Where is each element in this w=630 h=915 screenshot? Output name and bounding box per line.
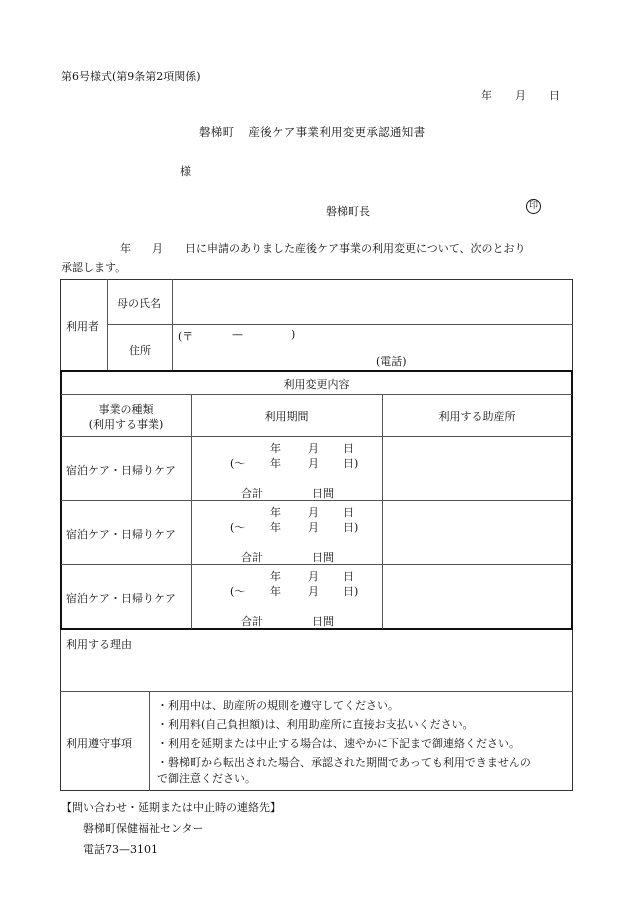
date-month-label: 月	[515, 89, 526, 102]
row-2-to-prefix: (〜	[230, 521, 246, 534]
seal-mark: 印	[526, 199, 541, 214]
phone-label: (電話)	[376, 355, 407, 368]
col-type-header-line-2: (利用する事業)	[88, 418, 164, 431]
row-2-to-month: 月	[308, 521, 319, 534]
divider	[107, 324, 573, 325]
divider	[149, 691, 150, 791]
row-2-total-unit: 日間	[312, 551, 334, 564]
postal-code-close: )	[291, 328, 296, 341]
date-year-label: 年	[481, 89, 492, 102]
row-1-to-prefix: (〜	[230, 457, 246, 470]
col-midwife-header: 利用する助産所	[438, 410, 516, 423]
row-3-total-label: 合計	[241, 615, 263, 628]
col-type-header-line-1: 事業の種類	[98, 403, 154, 416]
addressee-suffix: 様	[180, 165, 191, 178]
row-3-from-month: 月	[308, 570, 319, 583]
mother-name-field[interactable]	[178, 300, 566, 316]
row-1-to-day: 日)	[343, 457, 359, 470]
divider	[61, 436, 572, 437]
contact-phone: 電話73—3101	[83, 843, 158, 856]
rule-item: で御注意ください。	[157, 772, 256, 785]
issue-date	[481, 87, 560, 103]
body-text-line-2: 承認します。	[61, 261, 127, 274]
body-line1-rest: 日に申請のありました産後ケア事業の利用変更について、次のとおり	[185, 242, 526, 255]
row-1-from-month: 月	[308, 442, 319, 455]
rule-item: ・利用中は、助産所の規則を遵守してください。	[157, 699, 399, 712]
mother-name-label: 母の氏名	[117, 297, 161, 310]
rule-item: ・磐梯町から転出された場合、承認された期間であっても利用できませんの	[157, 756, 531, 769]
row-3-total-unit: 日間	[312, 615, 334, 628]
rules-label: 利用遵守事項	[66, 737, 132, 750]
sender-name: 磐梯町長	[326, 205, 370, 218]
divider	[60, 691, 573, 692]
postal-code-open: (〒	[178, 330, 194, 343]
body-text-line-1	[120, 240, 526, 256]
row-1-from-year: 年	[270, 442, 281, 455]
row-1-total-unit: 日間	[312, 487, 334, 500]
divider	[107, 279, 108, 370]
row-2-to-day: 日)	[343, 521, 359, 534]
divider	[382, 394, 383, 629]
row-2-from-day: 日	[343, 506, 354, 519]
change-heading: 利用変更内容	[283, 378, 350, 391]
row-3-to-day: 日)	[343, 585, 359, 598]
row-1-total-label: 合計	[241, 487, 263, 500]
row-2-from-year: 年	[270, 506, 281, 519]
body-year-label: 年	[120, 242, 131, 255]
row-1-to-year: 年	[270, 457, 281, 470]
divider	[191, 394, 192, 629]
row-2-from-month: 月	[308, 506, 319, 519]
address-label: 住所	[129, 344, 151, 357]
row-1-to-month: 月	[308, 457, 319, 470]
row-2-type: 宿泊ケア・日帰りケア	[66, 528, 176, 541]
divider	[61, 394, 572, 395]
body-month-label: 月	[152, 242, 163, 255]
divider	[172, 279, 173, 370]
row-3-to-month: 月	[308, 585, 319, 598]
row-1-from-day: 日	[343, 442, 354, 455]
contact-organization: 磐梯町保健福祉センター	[83, 822, 204, 835]
user-label: 利用者	[66, 320, 99, 333]
row-3-to-year: 年	[270, 585, 281, 598]
document-title	[199, 124, 425, 140]
row-3-type: 宿泊ケア・日帰りケア	[66, 592, 176, 605]
row-2-total-label: 合計	[241, 551, 263, 564]
date-day-label: 日	[549, 89, 560, 102]
row-3-from-year: 年	[270, 570, 281, 583]
title-doc-name: 産後ケア事業利用変更承認通知書	[248, 125, 426, 139]
form-number: 第6号様式(第9条第2項関係)	[61, 70, 201, 83]
rule-item: ・利用を延期または中止する場合は、速やかに下記まで御連絡ください。	[157, 737, 520, 750]
rule-item: ・利用料(自己負担額)は、利用助産所に直接お支払いください。	[157, 718, 474, 731]
reason-label: 利用する理由	[66, 638, 132, 651]
row-2-to-year: 年	[270, 521, 281, 534]
postal-code-dash: —	[232, 328, 243, 341]
row-3-to-prefix: (〜	[230, 585, 246, 598]
row-1-type: 宿泊ケア・日帰りケア	[66, 464, 176, 477]
contact-heading: 【問い合わせ・延期または中止時の連絡先】	[61, 801, 281, 814]
title-town: 磐梯町	[199, 125, 235, 139]
row-3-from-day: 日	[343, 570, 354, 583]
col-period-header: 利用期間	[264, 410, 309, 423]
